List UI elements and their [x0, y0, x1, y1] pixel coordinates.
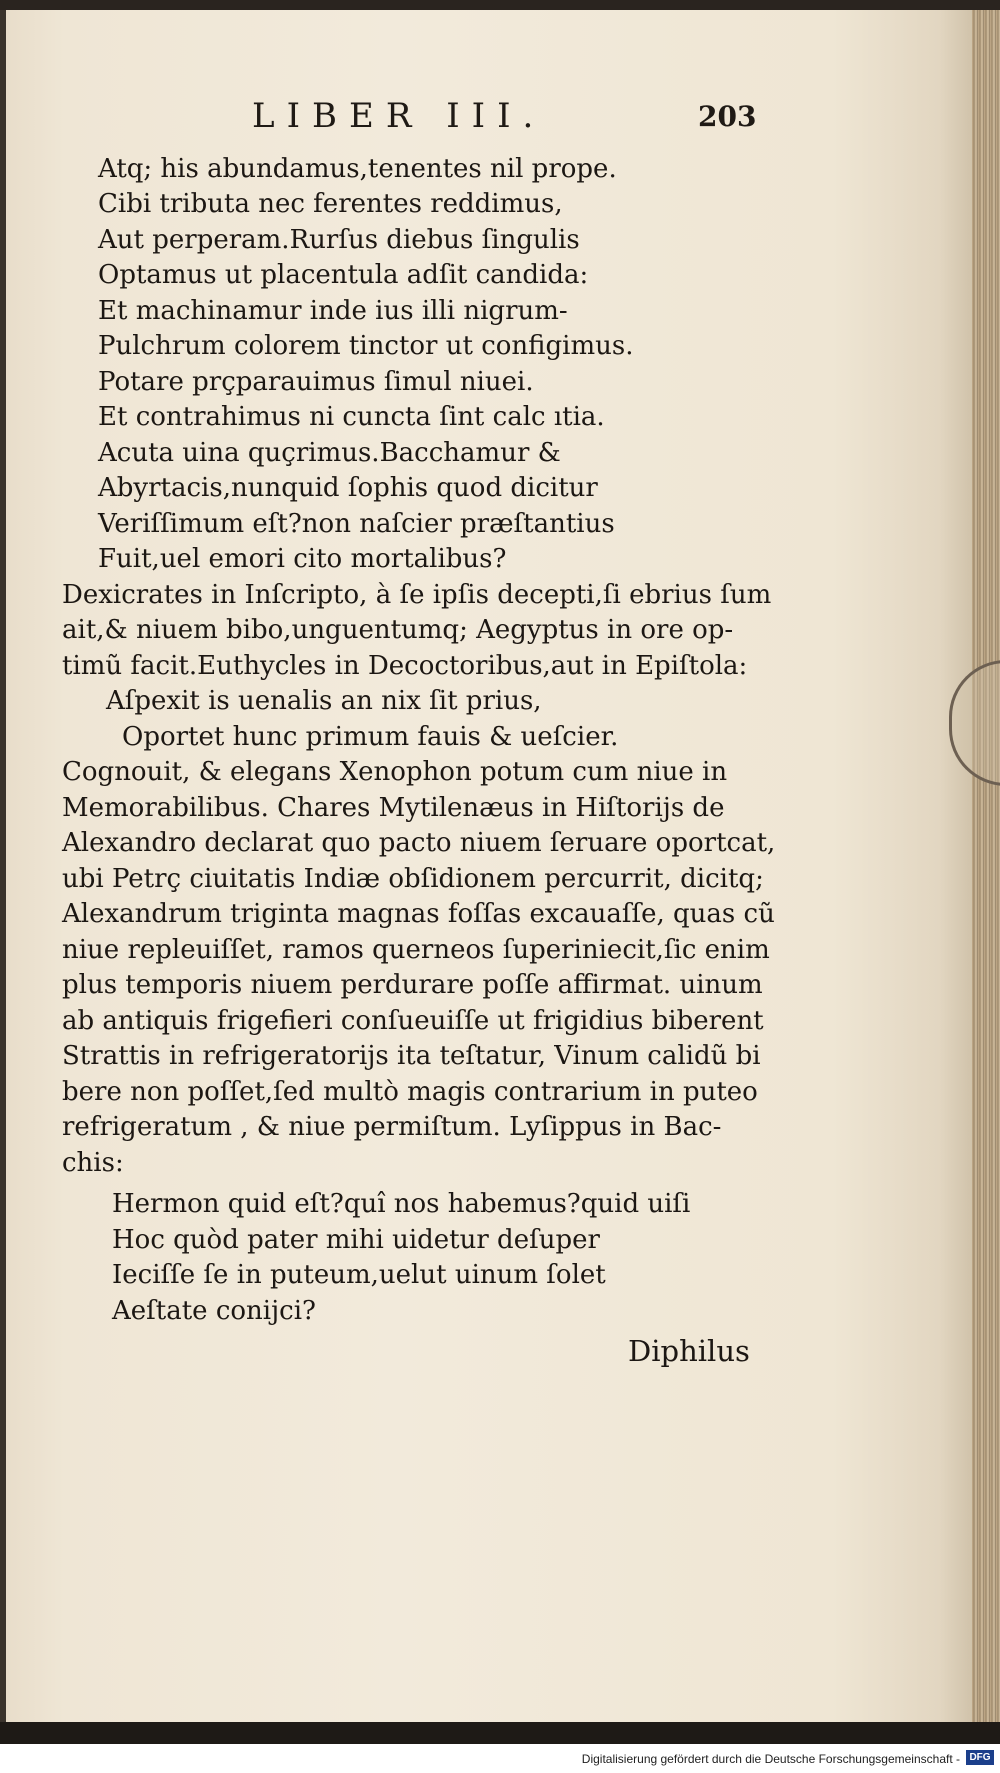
text-line: Veriſſimum eſt?non naſcier præſtantius: [98, 509, 615, 539]
digitization-credit: Digitalisierung gefördert durch die Deutsche Forschungsgemeinschaft -: [581, 1752, 960, 1766]
text-line: Et machinamur inde ius illi nigrum-: [98, 296, 568, 326]
text-line: timũ facit.Euthycles in Decoctoribus,aut in Epiſtola:: [62, 651, 748, 681]
text-line: plus temporis niuem perdurare poſſe affirmat. uinum: [62, 970, 763, 1000]
text-line: Hoc quòd pater mihi uidetur deſuper: [112, 1225, 600, 1255]
digitization-footer: [0, 1744, 1000, 1773]
text-line: Strattis in refrigeratorijs ita teſtatur, Vinum calidũ bi: [62, 1041, 761, 1071]
text-line: bere non poſſet,ſed multò magis contrarium in puteo: [62, 1077, 758, 1107]
text-line: Cognouit, & elegans Xenophon potum cum niue in: [62, 757, 728, 787]
text-line: Aut perperam.Rurſus diebus ſingulis: [98, 225, 580, 255]
text-line: Hermon quid eſt?quî nos habemus?quid uiſi: [112, 1189, 691, 1219]
scan-border-top: [0, 0, 1000, 10]
running-title: LIBER III.: [252, 96, 546, 136]
dfg-logo: DFG: [966, 1750, 994, 1765]
text-line: Oportet hunc primum fauis & ueſcier.: [122, 722, 619, 752]
text-line: refrigeratum , & niue permiſtum. Lyſippus in Bac-: [62, 1112, 722, 1142]
text-line: niue repleuiſſet, ramos querneos ſuperiniecit,ſic enim: [62, 935, 770, 965]
scan-border-bottom: [0, 1722, 1000, 1744]
text-line: Potare prçparauimus ſimul niuei.: [98, 367, 534, 397]
text-line: Cibi tributa nec ferentes reddimus,: [98, 189, 563, 219]
text-line: Aſpexit is uenalis an nix ſit prius,: [106, 686, 542, 716]
text-line: chis:: [62, 1148, 124, 1178]
text-line: Alexandro declarat quo pacto niuem ſeruare oportcat,: [62, 828, 776, 858]
text-line: Ieciſſe ſe in puteum,uelut uinum ſolet: [112, 1260, 606, 1290]
text-line: Abyrtacis,nunquid ſophis quod dicitur: [98, 473, 598, 503]
page-edges: [972, 10, 1000, 1722]
text-line: ubi Petrç ciuitatis Indiæ obſidionem percurrit, dicitq;: [62, 864, 764, 894]
text-line: Fuit,uel emori cito mortalibus?: [98, 544, 507, 574]
text-line: Aeſtate conijci?: [112, 1296, 316, 1326]
text-line: Alexandrum triginta magnas foſſas excauaſſe, quas cũ: [62, 899, 775, 929]
text-line: Atq; his abundamus,tenentes nil prope.: [98, 154, 617, 184]
text-line: Et contrahimus ni cuncta ſint calc ıtia.: [98, 402, 605, 432]
page-header: [0, 96, 1000, 156]
catchword: Diphilus: [628, 1334, 750, 1368]
text-line: ait,& niuem bibo,unguentumq; Aegyptus in ore op-: [62, 615, 734, 645]
text-line: Optamus ut placentula adſit candida:: [98, 260, 589, 290]
page-number: 203: [698, 100, 757, 133]
text-line: Acuta uina quçrimus.Bacchamur &: [98, 438, 561, 468]
text-line: Memorabilibus. Chares Mytilenæus in Hiſtorijs de: [62, 793, 725, 823]
text-line: Pulchrum colorem tinctor ut configimus.: [98, 331, 634, 361]
text-line: ab antiquis frigefieri conſueuiſſe ut frigidius biberent: [62, 1006, 764, 1036]
text-line: Dexicrates in Inſcripto, à ſe ipſis decepti,ſi ebrius ſum: [62, 580, 772, 610]
